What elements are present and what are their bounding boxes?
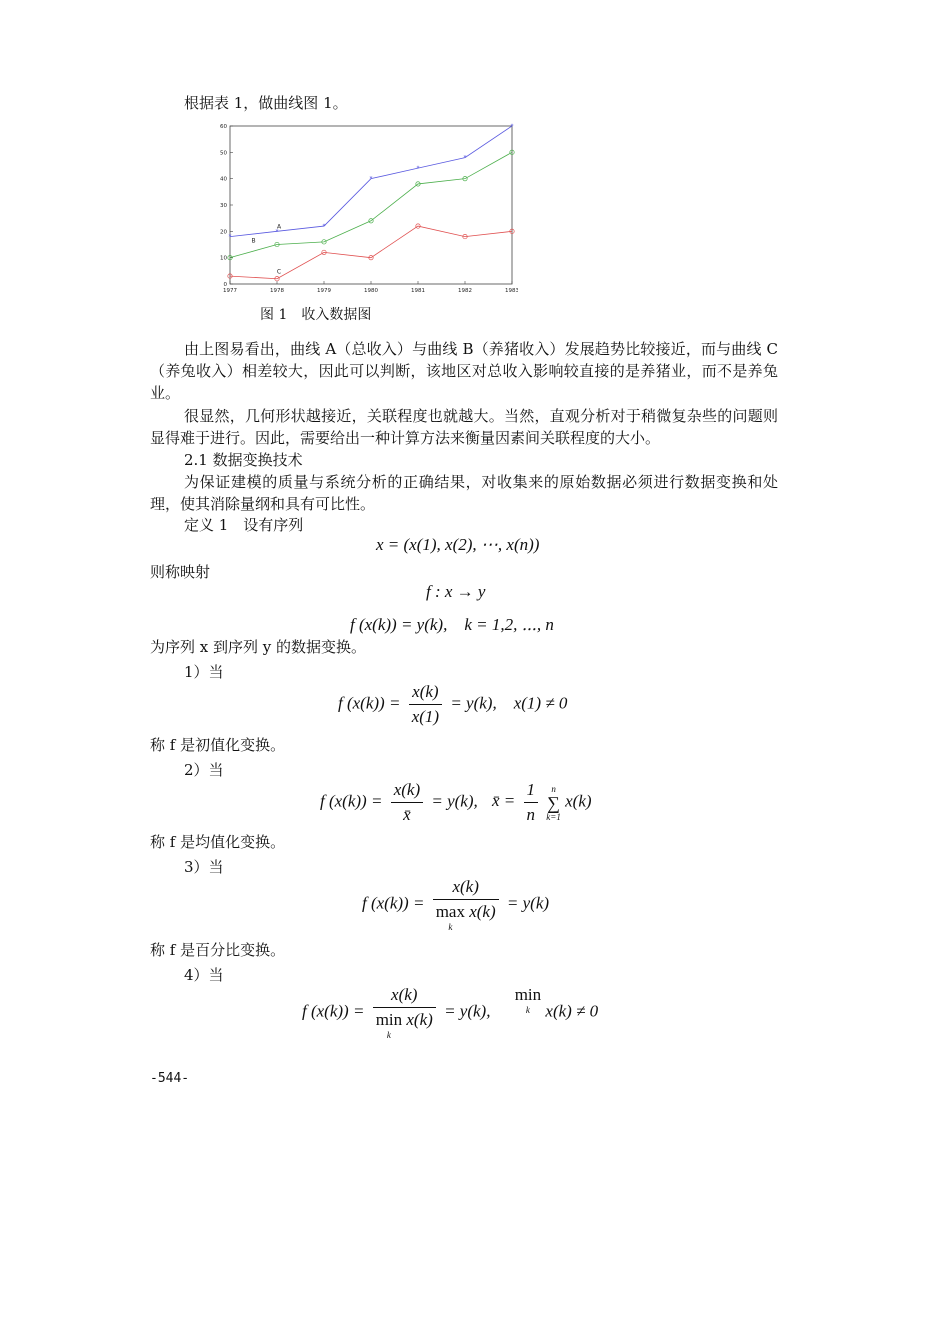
sum-term: x(k): [565, 791, 592, 811]
max-operator: max: [435, 902, 465, 921]
summation: [546, 784, 561, 822]
sequence-formula: x = (x(1), x(2), ⋯, x(n)): [376, 535, 540, 554]
denominator: x(1): [411, 707, 440, 726]
min-condition: [515, 985, 541, 1015]
name-1: 称 f 是初值化变换。: [150, 736, 286, 754]
data-point-A: *: [416, 165, 420, 173]
x-tick-label: 1980: [364, 288, 378, 294]
max-subscript: k: [448, 922, 453, 932]
min-term: x(k): [406, 1010, 433, 1029]
y-tick-label: 10: [220, 255, 227, 262]
name-3: 称 f 是百分比变换。: [150, 941, 286, 959]
chart-svg: [218, 118, 518, 298]
section-heading: 2.1 数据变换技术: [184, 451, 303, 469]
x-tick-label: 1982: [458, 288, 472, 294]
min-cond-subscript: k: [525, 1005, 530, 1015]
fraction-1-over-n: [524, 780, 539, 825]
data-point-A: *: [322, 223, 326, 231]
data-point-A: *: [510, 123, 514, 130]
y-tick-label: 20: [220, 229, 227, 236]
series-annotation: B: [251, 237, 256, 245]
denominator: [373, 1008, 436, 1040]
fraction: [391, 780, 423, 825]
formula-rhs: = y(k),: [431, 791, 478, 811]
data-point-A: *: [228, 233, 232, 241]
formula-percentage: [362, 877, 549, 932]
case-4-label: 4）当: [184, 966, 224, 984]
numerator: x(k): [391, 780, 423, 803]
formula-rhs: = y(k),: [444, 1001, 491, 1021]
min-subscript: k: [386, 1030, 391, 1040]
min-operator: min: [375, 1010, 403, 1029]
sum-lower: k=1: [546, 811, 561, 822]
denominator: x̄: [403, 805, 411, 824]
intro-text: 根据表 1，做曲线图 1。: [184, 94, 348, 112]
sum-symbol: ∑: [547, 792, 560, 813]
data-point-A: *: [275, 228, 279, 236]
income-chart: [218, 118, 518, 298]
mapping-formula-2: f (x(k)) = y(k), k = 1,2, ⋯, n: [350, 615, 554, 634]
sum-upper: n: [551, 783, 556, 794]
formula-rhs: = y(k): [506, 893, 550, 913]
numerator: 1: [524, 780, 539, 803]
x-tick-label: 1978: [270, 288, 284, 294]
fraction: [433, 877, 499, 932]
numerator: x(k): [373, 985, 436, 1008]
x-tick-label: 1981: [411, 288, 425, 294]
paragraph-2: 很显然，几何形状越接近，关联程度也就越大。当然，直观分析对于稍微复杂些的问题则显得难于进行。因此，需要给出一种计算方法来衡量因素间关联程度的大小。: [150, 407, 778, 447]
formula-rhs: = y(k), x(1) ≠ 0: [450, 693, 568, 713]
max-term: x(k): [469, 902, 496, 921]
x-tick-label: 1983: [505, 288, 518, 294]
y-tick-label: 0: [223, 282, 227, 288]
formula-lhs: f (x(k)) =: [320, 791, 383, 811]
numerator: x(k): [433, 877, 499, 900]
numerator: x(k): [409, 682, 442, 705]
denominator: n: [526, 805, 536, 824]
fraction: [409, 682, 442, 727]
formula-mean: [320, 780, 592, 825]
x-tick-label: 1979: [317, 288, 331, 294]
case-2-label: 2）当: [184, 761, 224, 779]
min-cond-operator: min: [514, 985, 542, 1004]
series-line-B: [230, 152, 512, 257]
x-tick-label: 1977: [223, 288, 237, 294]
series-line-C: [230, 226, 512, 279]
min-cond-tail: x(k) ≠ 0: [545, 1001, 599, 1021]
case-1-label: 1）当: [184, 663, 224, 681]
mapping-formula-1: f : x → y: [426, 582, 486, 601]
definition-label: 定义 1 设有序列: [184, 516, 304, 534]
formula-lhs: f (x(k)) =: [362, 893, 425, 913]
mean-definition: x̄ =: [492, 791, 516, 811]
paragraph-3: 为保证建模的质量与系统分析的正确结果，对收集来的原始数据必须进行数据变换和处理，使其消除量纲和具有可比性。: [150, 473, 778, 513]
y-tick-label: 30: [220, 203, 227, 209]
figure-caption: 图 1 收入数据图: [260, 307, 372, 323]
formula-min: [302, 985, 598, 1040]
mapping-label: 则称映射: [150, 563, 211, 581]
paragraph-1: 由上图易看出，曲线 A（总收入）与曲线 B（养猪收入）发展趋势比较接近，而与曲线 C（养兔收入）相差较大，因此可以判断，该地区对总收入影响较直接的是养猪业，而不是养兔业。: [150, 340, 778, 402]
data-point-A: *: [463, 154, 467, 162]
formula-lhs: f (x(k)) =: [338, 693, 401, 713]
series-annotation: C: [276, 268, 282, 276]
y-tick-label: 60: [220, 124, 227, 130]
formula-initial: [338, 682, 567, 727]
case-3-label: 3）当: [184, 858, 224, 876]
y-tick-label: 40: [220, 176, 227, 183]
fraction: [373, 985, 436, 1040]
series-annotation: A: [276, 223, 282, 231]
transform-text: 为序列 x 到序列 y 的数据变换。: [150, 638, 367, 656]
denominator: [433, 900, 499, 932]
plot-frame: [230, 126, 512, 284]
y-tick-label: 50: [220, 150, 227, 157]
name-2: 称 f 是均值化变换。: [150, 833, 286, 851]
data-point-A: *: [369, 175, 373, 183]
formula-lhs: f (x(k)) =: [302, 1001, 365, 1021]
page-number: -544-: [150, 1071, 190, 1086]
